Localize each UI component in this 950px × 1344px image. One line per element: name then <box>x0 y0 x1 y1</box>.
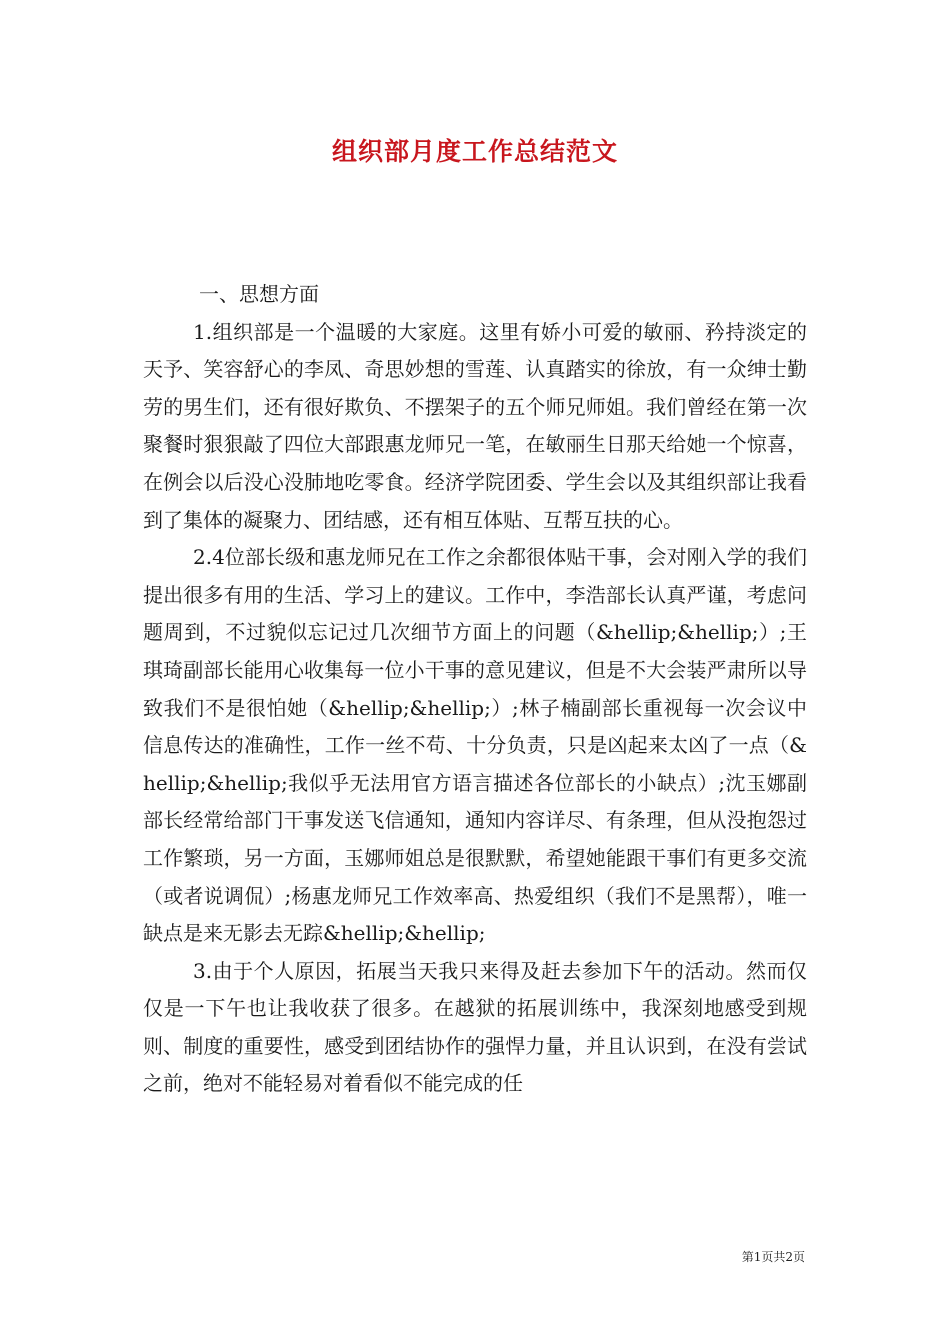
document-title: 组织部月度工作总结范文 <box>331 137 618 166</box>
paragraph-1: 1.组织部是一个温暖的大家庭。这里有娇小可爱的敏丽、矜持淡定的天予、笑容舒心的李凤、奇思妙想的雪莲、认真踏实的徐放，有一众绅士勤劳的男生们，还有很好欺负、不摆架子的五个师兄师姐。我们曾经在第一次聚餐时狠狠敲了四位大部跟惠龙师兄一笔，在敏丽生日那天给她一个惊喜，在例会以后没心没肺地吃零食。经济学院团委、学生会以及其组织部让我看到了集体的凝聚力、团结感，还有相互体贴、互帮互扶的心。 <box>143 319 807 532</box>
paragraph-3: 3.由于个人原因，拓展当天我只来得及赶去参加下午的活动。然而仅仅是一下午也让我收获了很多。在越狱的拓展训练中，我深刻地感受到规则、制度的重要性，感受到团结协作的强悍力量，并且认识到，在没有尝试之前，绝对不能轻易对着看似不能完成的任 <box>143 958 807 1096</box>
document-body <box>143 276 807 1103</box>
page-number: 第1页共2页 <box>741 1250 805 1264</box>
paragraph-2: 2.4位部长级和惠龙师兄在工作之余都很体贴干事，会对刚入学的我们提出很多有用的生活、学习上的建议。工作中，李浩部长认真严谨，考虑问题周到，不过貌似忘记过几次细节方面上的问题（&hellip;&hellip;）;王琪琦副部长能用心收集每一位小干事的意见建议，但是不大会装严肃所以导致我们不是很怕她（&hellip;&hellip;）;林子楠副部长重视每一次会议中信息传达的准确性，工作一丝不苟、十分负责，只是凶起来太凶了一点（&hellip;&hellip;我似乎无法用官方语言描述各位部长的小缺点）;沈玉娜副部长经常给部门干事发送飞信通知，通知内容详尽、有条理，但从没抱怨过工作繁琐，另一方面，玉娜师姐总是很默默，希望她能跟干事们有更多交流（或者说调侃）;杨惠龙师兄工作效率高、热爱组织（我们不是黑帮），唯一缺点是来无影去无踪&hellip;&hellip; <box>143 545 807 946</box>
section-heading: 一、思想方面 <box>199 282 319 306</box>
